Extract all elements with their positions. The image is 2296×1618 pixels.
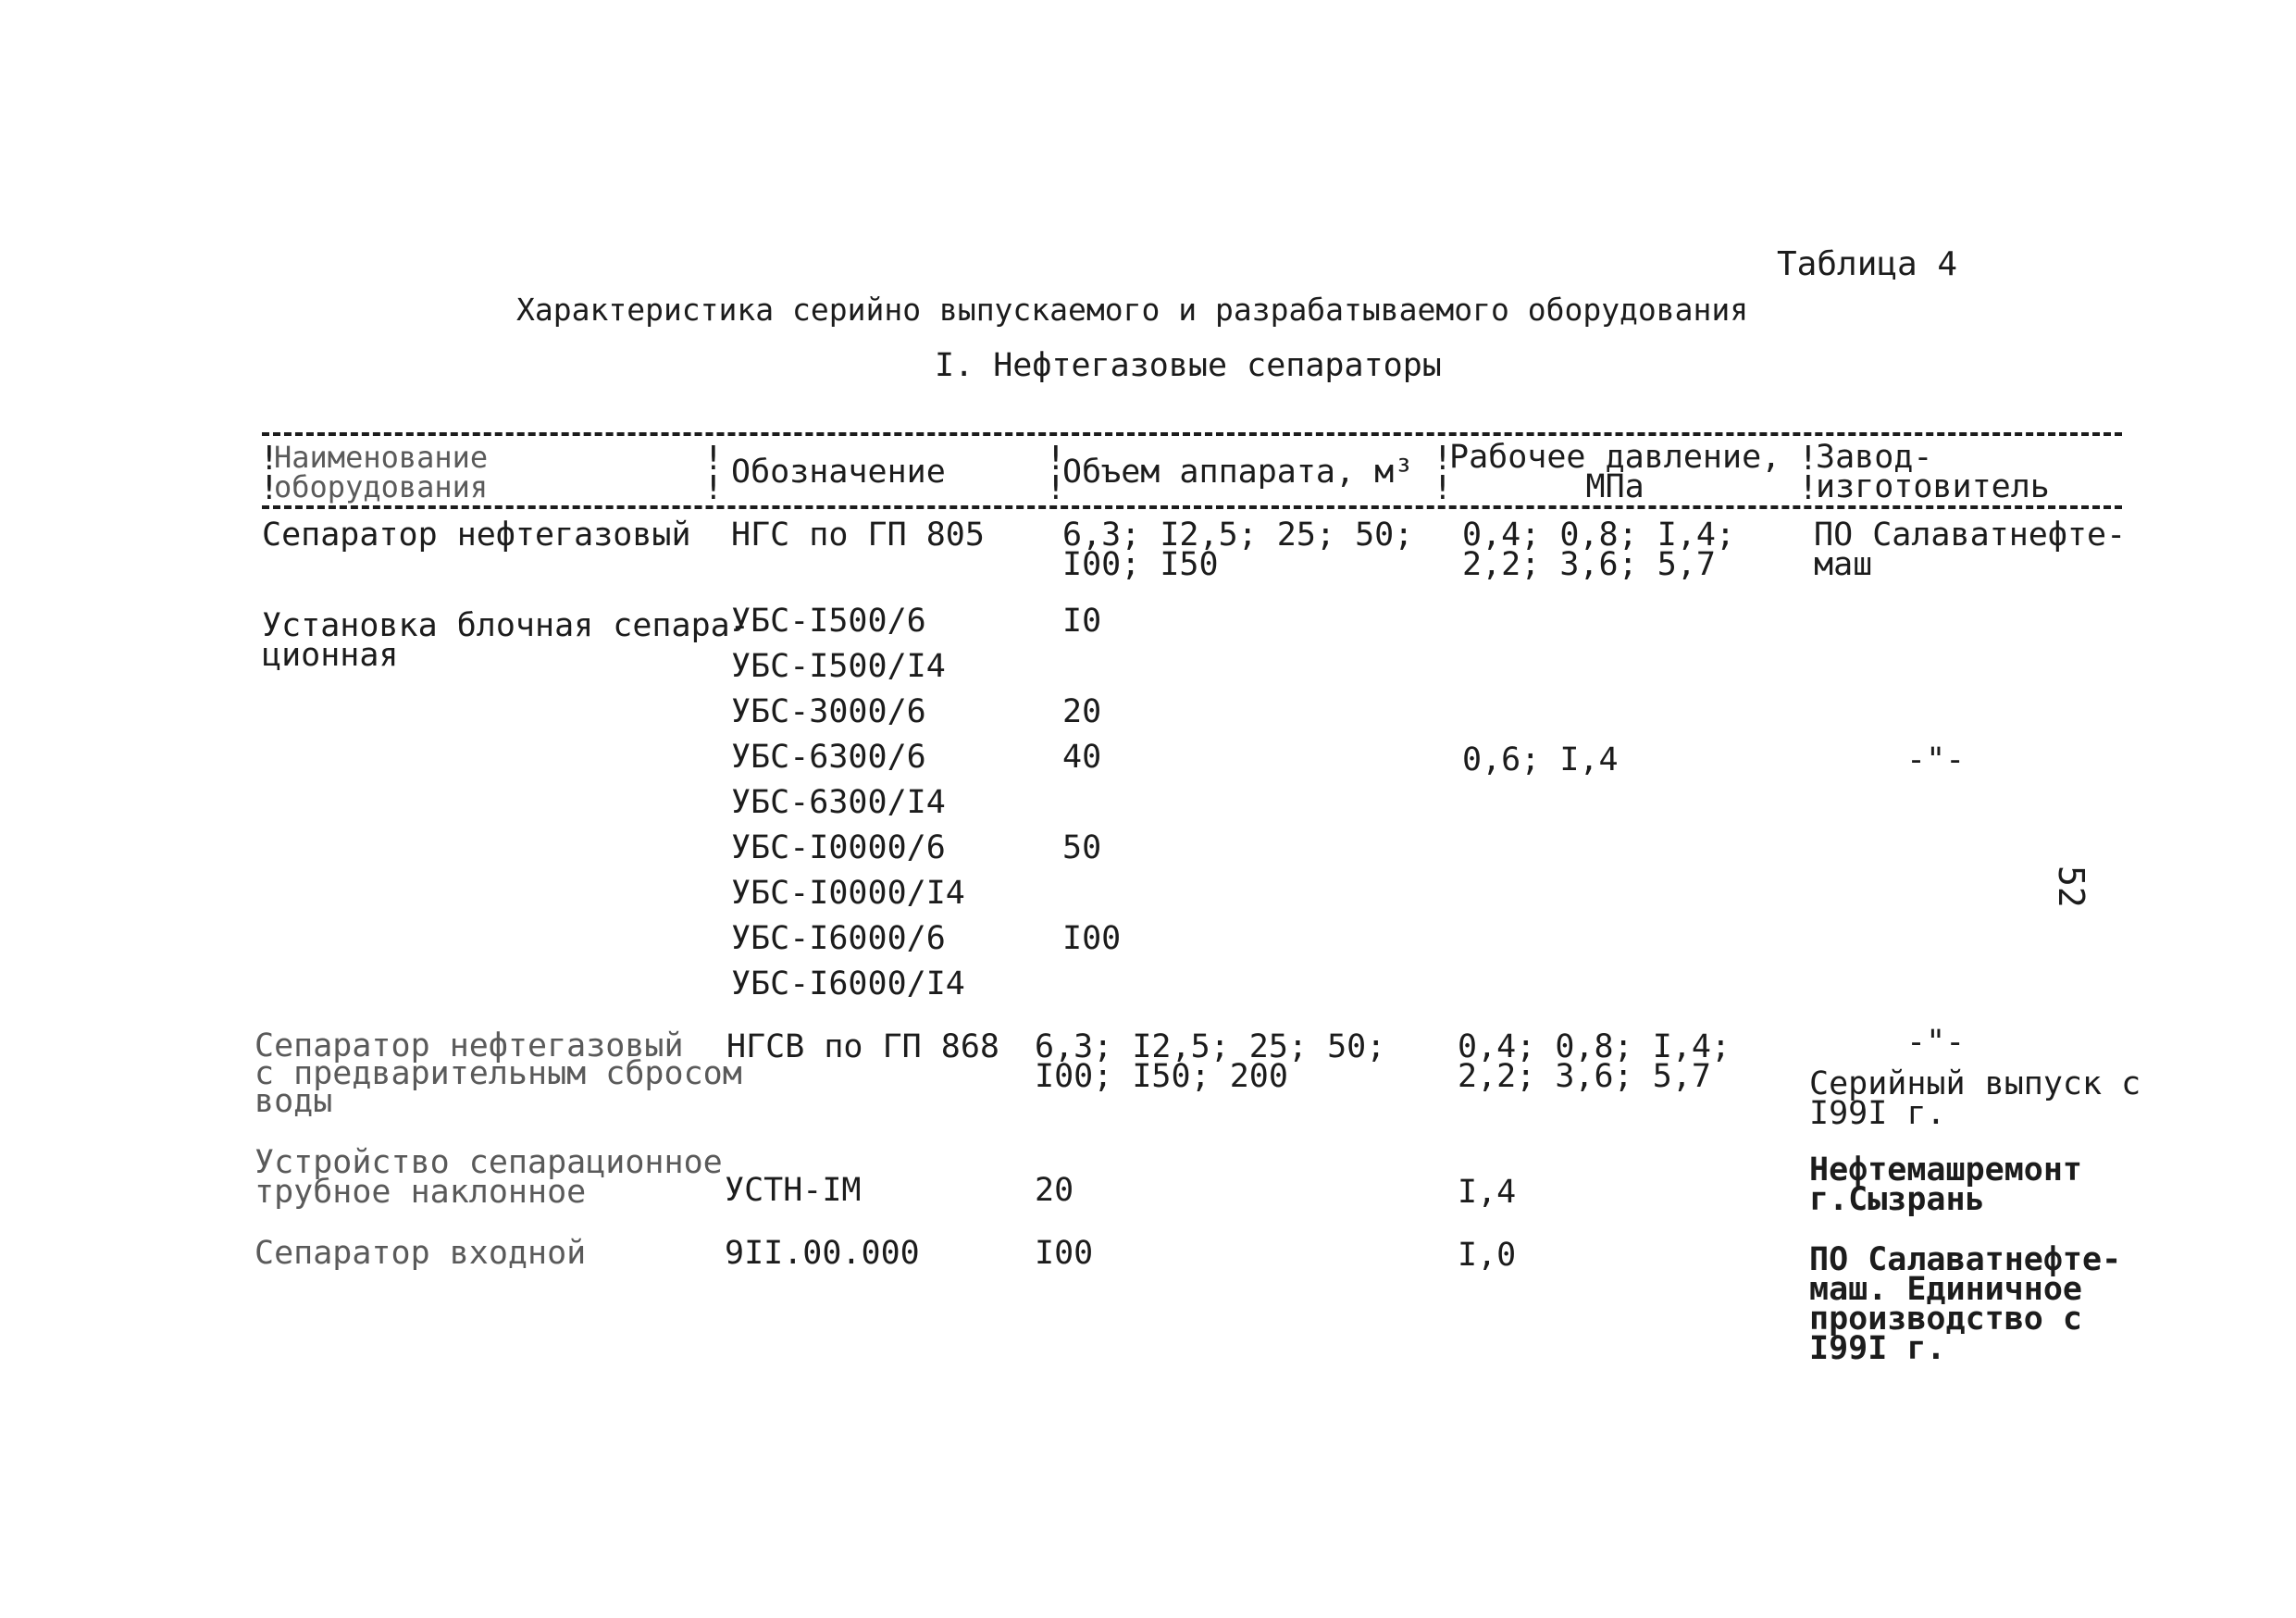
row-2-volume: 50 <box>1062 829 1102 866</box>
row-2-pressure: 0,6; I,4 <box>1462 741 1619 778</box>
row-2-designation: УБС-I0000/6 <box>731 829 946 866</box>
row-4-name: Устройство сепарационное трубное наклонное <box>254 1144 723 1211</box>
column-separator: ! <box>703 469 724 507</box>
row-2-designation: УБС-I6000/I4 <box>731 965 965 1002</box>
row-5-name: Сепаратор входной <box>254 1235 587 1272</box>
column-header-name: Наименование оборудования <box>274 440 489 504</box>
row-2-volume: I0 <box>1062 603 1102 640</box>
row-4-manufacturer: Нефтемашремонт г.Сызрань <box>1809 1151 2083 1218</box>
row-1-volume: 6,3; I2,5; 25; 50; I00; I50 <box>1062 517 1414 583</box>
row-2-volume: I00 <box>1062 920 1122 957</box>
column-separator: ! <box>1433 440 1453 478</box>
column-header-pressure: Рабочее давление, МПа <box>1449 439 1781 505</box>
header-top-rule <box>262 432 2122 436</box>
document-title: Характеристика серийно выпускаемого и разрабатываемого оборудования <box>516 292 1749 328</box>
row-2-manufacturer: -"- <box>1906 741 1966 778</box>
row-1-pressure: 0,4; 0,8; I,4; 2,2; 3,6; 5,7 <box>1462 517 1736 583</box>
row-3-name: Сепаратор нефтегазовый с предварительным сбросом воды <box>254 1027 742 1120</box>
row-2-volume: 40 <box>1062 739 1102 776</box>
row-3-volume: 6,3; I2,5; 25; 50; I00; I50; 200 <box>1035 1028 1386 1095</box>
column-separator: ! <box>259 469 279 507</box>
row-2-designation: УБС-6300/6 <box>731 739 926 776</box>
table-label: Таблица 4 <box>1777 245 1958 283</box>
row-3-manufacturer: Серийный выпуск с I99I г. <box>1809 1065 2141 1132</box>
row-2-designation: УБС-3000/6 <box>731 693 926 730</box>
row-1-manufacturer: ПО Салаватнефте- маш <box>1814 517 2127 583</box>
column-separator: ! <box>1046 440 1066 478</box>
row-3-manufacturer-ditto: -"- <box>1906 1024 1966 1061</box>
column-separator: ! <box>1798 469 1818 507</box>
header-bottom-rule <box>262 505 2122 509</box>
row-1-designation: НГС по ГП 805 <box>731 517 985 554</box>
row-5-manufacturer: ПО Салаватнефте- маш. Единичное производство с I99I г. <box>1809 1241 2122 1367</box>
section-title: I. Нефтегазовые сепараторы <box>935 347 1442 384</box>
row-2-designation: УБС-I6000/6 <box>731 920 946 957</box>
row-1-name: Сепаратор нефтегазовый <box>262 517 691 554</box>
row-5-designation: 9II.00.000 <box>725 1235 920 1272</box>
column-separator: ! <box>1046 469 1066 507</box>
row-5-volume: I00 <box>1035 1235 1094 1272</box>
row-3-designation: НГСВ по ГП 868 <box>726 1028 1000 1065</box>
row-2-designation: УБС-I500/6 <box>731 603 926 640</box>
row-2-name: Установка блочная сепара- ционная <box>262 607 750 674</box>
page-number: 52 <box>2051 865 2091 908</box>
row-2-designation: УБС-I500/I4 <box>731 648 946 685</box>
column-header-designation: Обозначение <box>731 454 946 491</box>
column-separator: ! <box>259 440 279 478</box>
row-4-pressure: I,4 <box>1458 1174 1517 1211</box>
column-separator: ! <box>1798 440 1818 478</box>
column-header-volume: Объем аппарата, м³ <box>1062 454 1414 491</box>
row-2-designation: УБС-6300/I4 <box>731 784 946 821</box>
row-3-pressure: 0,4; 0,8; I,4; 2,2; 3,6; 5,7 <box>1458 1028 1731 1095</box>
column-header-manufacturer: Завод- изготовитель <box>1816 439 2050 505</box>
row-4-volume: 20 <box>1035 1172 1074 1209</box>
column-separator: ! <box>703 440 724 478</box>
row-2-volume: 20 <box>1062 693 1102 730</box>
row-5-pressure: I,0 <box>1458 1237 1517 1274</box>
row-2-designation: УБС-I0000/I4 <box>731 875 965 912</box>
row-4-designation: УСТН-IМ <box>725 1172 862 1209</box>
column-separator: ! <box>1433 469 1453 507</box>
